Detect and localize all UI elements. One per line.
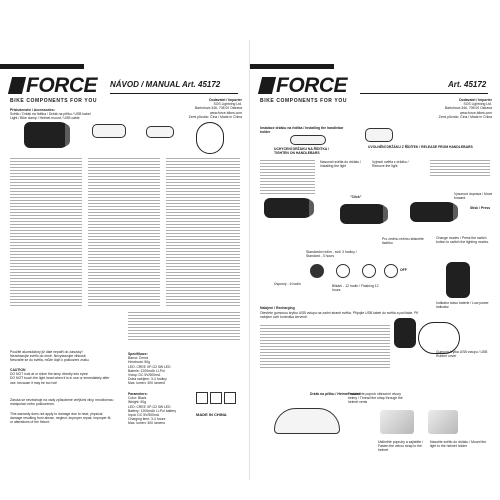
light-slide-in-image bbox=[264, 198, 314, 218]
helmet-light-photo bbox=[428, 410, 458, 434]
charging-light-image bbox=[394, 318, 416, 348]
usb-cover-label: Gumová krytka USB vstupu / USB Rubber cover bbox=[436, 350, 488, 359]
warranty-text-en: This warranty does not apply to damage due to heat, physical damage resulting from abuse, neglect, improper repair, improper fit, or alterations of the fixture. bbox=[10, 412, 112, 425]
helmet-step-3: Nasuňte světlo do držáku / Mount the light to the helmet holder bbox=[430, 440, 487, 449]
mode-economy-icon bbox=[336, 264, 350, 278]
logo-bar bbox=[250, 64, 334, 69]
tighten-step-label: UCHYCENÍ DRŽÁKU NA ŘÍDÍTKA / TIGHTEN ON HANDLEBARS bbox=[274, 147, 330, 156]
weee-bin-icon bbox=[210, 392, 222, 404]
helmet-step-2: Utáhněte popruhy a zajistěte / Fasten the velcro strap to the helmet bbox=[378, 440, 424, 453]
mode-off-icon bbox=[384, 264, 398, 278]
logo-bar bbox=[0, 64, 84, 69]
remove-light-step: Vyjmutí světla z držáku / Remove the light bbox=[372, 160, 409, 169]
usb-cable-image bbox=[196, 122, 224, 154]
helmet-mount-image bbox=[146, 126, 174, 138]
manual-page-right bbox=[250, 0, 500, 500]
distributor-info: Dodavatel / Importer SOS Lightning Ltd. Bartoňova 346, 708 00 Ostrava www.force-bikes.com Zemi původu: Čína / Made in China bbox=[438, 98, 492, 119]
press-label: Stisk / Press bbox=[470, 206, 491, 210]
mode-off-label: OFF bbox=[400, 268, 407, 272]
title-rule bbox=[110, 93, 238, 94]
light-rear-image bbox=[446, 262, 470, 298]
mode-standard-icon bbox=[310, 264, 324, 278]
specifications-en: Parameters: Color: Black Weight: 50g LED: CREE XP-G2 5W LED Battery: 1200mAh Li-Pol battery Input: DC 5V/500mA Charging time: 3-4 hours Max. lumen: 300 lumens bbox=[128, 392, 177, 426]
force-logo: FORCE bbox=[260, 74, 347, 98]
helmet-strap-photo bbox=[380, 410, 414, 434]
caution-notice: CAUTION DO NOT look at or shine the lamp directly into eyes! DO NOT touch the light head when it is in use or immediately after use, because it may be too hot! bbox=[10, 368, 110, 385]
recharging-details-text bbox=[260, 325, 390, 370]
brand-tagline: BIKE COMPONENTS FOR YOU bbox=[10, 98, 98, 104]
mode-economy-label: Úsporný - 6 hodin bbox=[274, 282, 301, 286]
manual-text-block-4 bbox=[128, 312, 240, 342]
manual-text-column-3 bbox=[166, 158, 240, 308]
distributor-info: Dodavatel / Importer SOS Lightning Ltd. Bartoňova 346, 708 00 Ostrava www.force-bikes.com Zemi původu: Čína / Made in China bbox=[188, 98, 242, 119]
recycle-icon bbox=[196, 392, 208, 404]
disposal-warning: Použité akumulátory již dále nepatří do zásuvky! Nezahazujte světlo do ohně. Nevystavujte vlhkosti. Nesvaťte se do světla, může dojít k poškození zraku. bbox=[10, 350, 90, 363]
release-step-label: UVOLNĚNÍ DRŽÁKU Z ŘÍDÍTEK / RELEASE FROM HANDLEBARS bbox=[368, 145, 473, 149]
manual-title: NÁVOD / MANUAL bbox=[110, 80, 181, 89]
handlebar-clamp-image bbox=[92, 124, 126, 138]
move-forward-label: Vysunout doprava / Move forward bbox=[454, 192, 493, 201]
light-mounted-image bbox=[340, 204, 388, 224]
helmet-step-1: Protáhněte popruh větracími otvory helmy / Thread the strap through the helmet vents bbox=[348, 392, 403, 405]
specifications-cz: Specifikace: Barva: Černá Hmotnost: 50g LED: CREE XP-G2 5W LED Baterie: 1200mAh Li-Pol Vstup: DC 5V/500mA Doba nabíjení: 3-4 hodiny Max. lumen: 300 lumenů bbox=[128, 352, 171, 386]
install-title: Instalace držáku na řidítka / Installing the handlebar holder bbox=[260, 126, 344, 135]
change-modes-text: Change modes / Press the switch button to switch the lighting modes. bbox=[436, 236, 489, 245]
force-logo: FORCE bbox=[10, 74, 97, 98]
helmet-image bbox=[274, 408, 340, 434]
mode-standard-label: Standardní režim - svítí 3 hodiny / Standard - 3 hours bbox=[306, 250, 357, 259]
manual-text-column-2 bbox=[88, 158, 160, 308]
recharging-text: Otevřete gumovou krytku USB vstupu na zadní straně světla. Připojte USB kabel do světla a počítače. Při nabíjení svítí kontrolka červeně. bbox=[260, 311, 419, 320]
accessories-list: Příslušenství / Accessories: Světlo / Držák na řidítka / Držák na přilbu / USB kabel Light / Bike clamp / Helmet mount / USB cable bbox=[10, 108, 91, 121]
light-remove-image bbox=[410, 202, 458, 222]
battery-indicator-label: Indikátor stavu baterie / Low power indicator bbox=[436, 301, 489, 310]
handlebar-clamp-step-image bbox=[290, 135, 326, 145]
ce-mark-icon bbox=[224, 392, 236, 404]
brand-tagline: BIKE COMPONENTS FOR YOU bbox=[260, 98, 348, 104]
click-label: "Click" bbox=[350, 195, 362, 199]
helmet-mount-heading: Držák na přilbu / Helmet mount bbox=[310, 392, 360, 396]
mode-button-hint: Pro změnu režimu stiskněte tlačítko bbox=[382, 237, 424, 246]
manual-text-column-1 bbox=[10, 158, 82, 308]
clamp-release-image bbox=[365, 128, 393, 142]
remove-instructions-text bbox=[430, 160, 490, 178]
article-number: Art. 45172 bbox=[448, 80, 487, 89]
article-number: Art. 45172 bbox=[182, 80, 221, 89]
mount-instructions-text bbox=[260, 160, 315, 194]
made-in-label: MADE IN CHINA bbox=[196, 412, 227, 417]
mode-flashing-icon bbox=[362, 264, 376, 278]
bike-light-image bbox=[24, 122, 70, 148]
install-light-step: Nasunutí světla do držáku / Installing the light bbox=[320, 160, 362, 169]
warranty-text-cz: Záruka se nevztahuje na vady způsobené vnějšími vlivy, neodbornou manipulací nebo poškozením. bbox=[10, 398, 114, 407]
title-rule bbox=[360, 93, 488, 94]
recharging-heading: Nabíjení / Recharging bbox=[260, 306, 295, 310]
mode-flashing-label: Blikání - 12 hodin / Flashing 12 hours bbox=[332, 284, 379, 293]
